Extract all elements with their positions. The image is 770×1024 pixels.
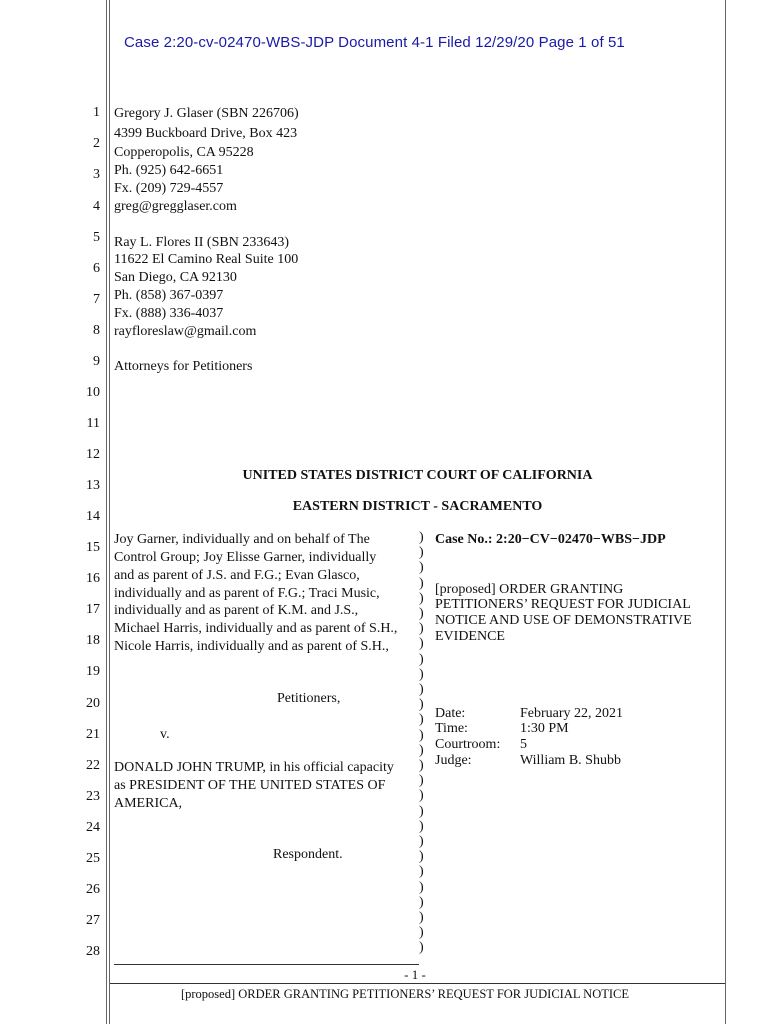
document-title-line: PETITIONERS’ REQUEST FOR JUDICIAL: [435, 597, 691, 612]
petitioners-line: Joy Garner, individually and on behalf of The: [114, 532, 370, 547]
line-number: 3: [93, 167, 100, 182]
line-number: 18: [86, 633, 100, 648]
line-number: 28: [86, 944, 100, 959]
attorney-2-city: San Diego, CA 92130: [114, 270, 237, 285]
case-header-stamp: Case 2:20-cv-02470-WBS-JDP Document 4-1 Filed 12/29/20 Page 1 of 51: [124, 34, 625, 51]
court-district: EASTERN DISTRICT - SACRAMENTO: [292, 499, 543, 514]
line-number: 2: [93, 136, 100, 151]
line-number: 7: [93, 292, 100, 307]
document-title-line: NOTICE AND USE OF DEMONSTRATIVE: [435, 613, 692, 628]
line-number: 8: [93, 323, 100, 338]
line-number: 26: [86, 882, 100, 897]
line-number: 12: [86, 447, 100, 462]
respondent-line: AMERICA,: [114, 796, 183, 811]
petitioners-line: Nicole Harris, individually and as parent of S.H.,: [114, 639, 389, 654]
line-number: 19: [86, 664, 100, 679]
footer-title: [proposed] ORDER GRANTING PETITIONERS’ REQUEST FOR JUDICIAL NOTICE: [180, 987, 629, 1001]
line-number: 13: [86, 478, 100, 493]
line-number: 6: [93, 261, 100, 276]
line-number: 24: [86, 820, 100, 835]
left-margin-line-1: [106, 0, 107, 1024]
line-number: 17: [86, 602, 100, 617]
attorneys-for-line: Attorneys for Petitioners: [114, 359, 253, 374]
court-name: UNITED STATES DISTRICT COURT OF CALIFORNIA: [242, 468, 593, 483]
hearing-judge-value: William B. Shubb: [520, 753, 621, 768]
line-number: 16: [86, 571, 100, 586]
page-number: - 1 -: [404, 967, 426, 982]
attorney-1-address: 4399 Buckboard Drive, Box 423: [114, 126, 298, 141]
respondent-line: as PRESIDENT OF THE UNITED STATES OF: [114, 778, 386, 793]
hearing-date-label: Date:: [435, 706, 466, 721]
petitioners-line: Control Group; Joy Elisse Garner, individually: [114, 550, 377, 565]
attorney-2-name: Ray L. Flores II (SBN 233643): [114, 235, 289, 250]
respondent-line: DONALD JOHN TRUMP, in his official capacity: [114, 760, 394, 775]
attorney-1-name: Gregory J. Glaser (SBN 226706): [114, 106, 299, 121]
hearing-date-value: February 22, 2021: [520, 706, 624, 721]
petitioners-line: individually and as parent of K.M. and J.S.,: [114, 603, 359, 618]
line-number: 10: [86, 385, 100, 400]
attorney-2-address: 11622 El Camino Real Suite 100: [114, 252, 299, 267]
petitioners-label: Petitioners,: [277, 691, 341, 706]
line-number: 21: [86, 727, 100, 742]
hearing-courtroom-label: Courtroom:: [435, 737, 501, 752]
line-number: 9: [93, 354, 100, 369]
right-margin-line: [725, 0, 726, 1024]
hearing-time-label: Time:: [435, 721, 468, 736]
respondent-label: Respondent.: [273, 847, 343, 862]
versus-label: v.: [160, 727, 170, 742]
footer-rule: [110, 983, 725, 984]
attorney-1-phone: Ph. (925) 642-6651: [114, 163, 224, 178]
attorney-2-fax: Fx. (888) 336-4037: [114, 306, 224, 321]
attorney-2-phone: Ph. (858) 367-0397: [114, 288, 224, 303]
line-number: 11: [86, 416, 100, 431]
line-number: 27: [86, 913, 100, 928]
line-number: 25: [86, 851, 100, 866]
line-number: 22: [86, 758, 100, 773]
document-title-line: [proposed] ORDER GRANTING: [435, 582, 624, 597]
line-number: 20: [86, 696, 100, 711]
attorney-1-city: Copperopolis, CA 95228: [114, 145, 254, 160]
case-number: Case No.: 2:20−CV−02470−WBS−JDP: [435, 532, 666, 547]
petitioners-line: Michael Harris, individually and as parent of S.H.,: [114, 621, 398, 636]
line-number: 4: [93, 199, 100, 214]
hearing-courtroom-value: 5: [520, 737, 527, 752]
document-title-line: EVIDENCE: [435, 629, 505, 644]
line-number: 5: [93, 230, 100, 245]
line-number: 14: [86, 509, 100, 524]
hearing-judge-label: Judge:: [435, 753, 472, 768]
caption-paren-column: ) ) ) ) ) ) ) ) ) ) ) ) ) ) ) ) ) ) ) ) ) ) ) ) ) ) ) ): [419, 530, 424, 956]
line-number: 23: [86, 789, 100, 804]
line-number: 15: [86, 540, 100, 555]
petitioners-line: and as parent of J.S. and F.G.; Evan Glasco,: [114, 568, 360, 583]
attorney-1-email: greg@gregglaser.com: [114, 199, 237, 214]
attorney-2-email: rayfloreslaw@gmail.com: [114, 324, 257, 339]
petitioners-line: individually and as parent of F.G.; Traci Music,: [114, 586, 380, 601]
attorney-1-fax: Fx. (209) 729-4557: [114, 181, 224, 196]
caption-bottom-rule: [114, 964, 419, 965]
hearing-time-value: 1:30 PM: [520, 721, 569, 736]
line-number: 1: [93, 105, 100, 120]
